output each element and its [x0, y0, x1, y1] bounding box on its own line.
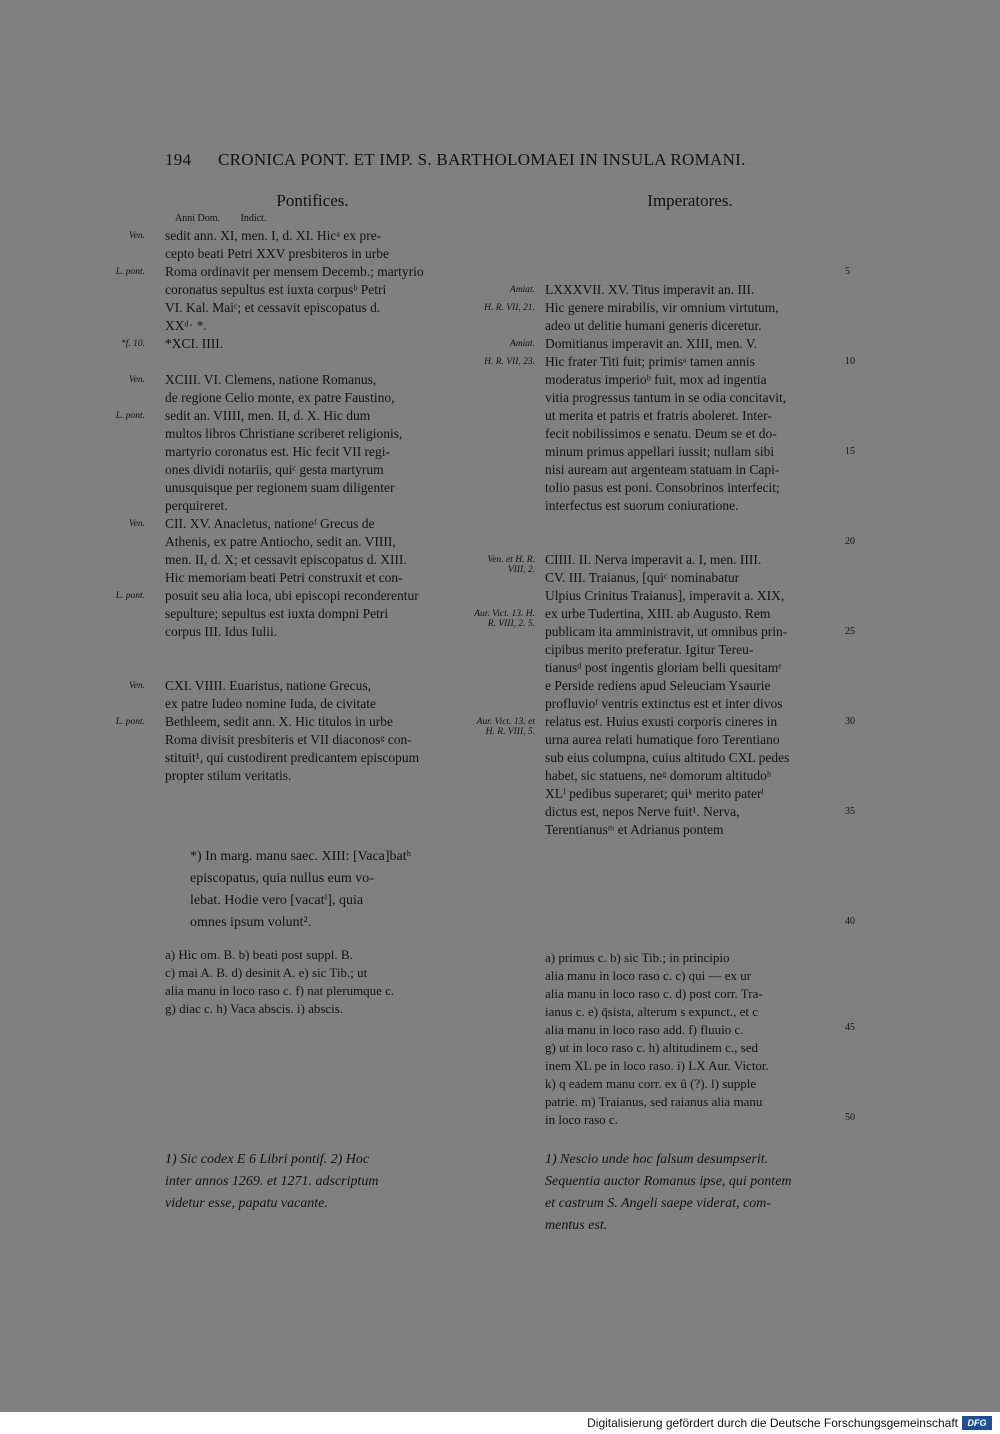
text-line: Bethleem, sedit ann. X. Hic titulos in urbe — [165, 714, 393, 729]
left-column-heading: Pontifices. — [276, 191, 349, 210]
text-line: unusquisque per regionem suam diligenter — [165, 480, 395, 495]
marginal-siglum: *f. 10. — [120, 339, 145, 349]
line-number: 30 — [845, 716, 855, 727]
apparatus-line: alia manu in loco raso add. f) fluuio c. — [545, 1022, 744, 1037]
text-line: sepulture; sepultus est iuxta dompni Petri — [165, 606, 389, 621]
left-apparatus — [165, 946, 458, 1018]
text-line: cipibus merito preferatur. Igitur Tereu- — [545, 642, 754, 657]
text-line: tianusᵈ post ingentis gloriam belli quesitamᵉ — [545, 660, 782, 675]
marginal-siglum: L. pont. — [115, 411, 145, 421]
apparatus-line: g) diac c. h) Vaca abscis. i) abscis. — [165, 1001, 344, 1016]
text-line: ex patre Iudeo nomine Iuda, de civitate — [165, 696, 377, 711]
text-line: sedit an. VIIII, men. II, d. X. Hic dum — [165, 408, 371, 423]
text-line: de regione Celio monte, ex patre Faustino, — [165, 390, 395, 405]
text-line: coronatus sepultus est iuxta corpusᵇ Petri — [165, 282, 387, 297]
apparatus-line: c) mai A. B. d) desinit A. e) sic Tib.; ut — [165, 965, 368, 980]
footnote-line: et castrum S. Angeli saepe viderat, com- — [545, 1196, 772, 1211]
apparatus-line: patrie. m) Traianus, sed raianus alia manu — [545, 1094, 763, 1109]
text-line: stituit¹, qui custodirent predicantem episcopum — [165, 750, 420, 765]
text-line: fecit nobilissimos e senatu. Deum se et do- — [545, 426, 777, 441]
footnote-line: Sequentia auctor Romanus ipse, qui pontem — [545, 1174, 792, 1189]
text-line: e Perside rediens apud Seleuciam Ysaurie — [545, 678, 771, 693]
text-line: VI. Kal. Maiᶜ; et cessavit episcopatus d. — [165, 300, 381, 315]
marginal-siglum: Aur. Vict. 13. H. R. VIII, 2. 5. — [474, 609, 535, 629]
right-column-text — [545, 281, 838, 839]
marginal-siglum: Aur. Vict. 13. et H. R. VIII, 5. — [476, 717, 535, 737]
subhead-indict: Indict. — [240, 213, 267, 224]
footnote-line: 1) Nescio unde hoc falsum desumpserit. — [545, 1152, 769, 1167]
text-line: perquireret. — [165, 498, 228, 513]
running-header — [165, 150, 785, 170]
text-line: Domitianus imperavit an. XIII, men. V. — [545, 336, 758, 351]
text-line: profluvioᶠ ventris extinctus est et inter divos — [545, 696, 783, 711]
footnote-line: inter annos 1269. et 1271. adscriptum — [165, 1174, 379, 1189]
text-line: Ulpius Crinitus Traianus], imperavit a. XIX, — [545, 588, 785, 603]
star-marginal-note — [190, 846, 460, 934]
right-apparatus — [545, 949, 838, 1129]
apparatus-line: in loco raso c. — [545, 1112, 618, 1127]
left-column-text — [165, 227, 458, 785]
apparatus-line: a) Hic om. B. b) beati post suppl. B. — [165, 947, 353, 962]
marginal-siglum: H. R. VII, 21. — [484, 303, 535, 313]
marginal-siglum: L. pont. — [115, 267, 145, 277]
text-line: sedit ann. XI, men. I, d. XI. Hicᵃ ex pre- — [165, 228, 382, 243]
marginal-siglum: L. pont. — [115, 717, 145, 727]
subhead-anni: Anni Dom. — [175, 213, 220, 224]
text-line: moderatus imperioᵇ fuit, mox ad ingentia — [545, 372, 767, 387]
marginal-siglum: Amiat. — [509, 285, 535, 295]
text-line: Roma ordinavit per mensem Decemb.; martyrio — [165, 264, 424, 279]
text-line: *XCI. IIII. — [165, 336, 224, 351]
marginal-siglum: Amiat. — [509, 339, 535, 349]
apparatus-line: alia manu in loco raso c. c) qui — ex ur — [545, 968, 752, 983]
text-line: multos libros Christiane scriberet religionis, — [165, 426, 403, 441]
marginal-siglum: Ven. — [128, 681, 145, 691]
text-line: vitia progressus tantum in se odia concitavit, — [545, 390, 787, 405]
text-line: men. II, d. X; et cessavit episcopatus d. XIII. — [165, 552, 407, 567]
apparatus-line: inem XL pe in loco raso. i) LX Aur. Victor. — [545, 1058, 769, 1073]
left-footnotes — [165, 1149, 458, 1215]
marginal-siglum: H. R. VII, 23. — [484, 357, 535, 367]
text-line: cepto beati Petri XXV presbiteros in urbe — [165, 246, 389, 261]
text-line: habet, sic statuens, neᵍ domorum altitudoʰ — [545, 768, 772, 783]
text-line — [165, 659, 458, 677]
footnote-line: 1) Sic codex E 6 Libri pontif. 2) Hoc — [165, 1152, 370, 1167]
text-line: ones dividi notariis, quiᶜ gesta martyrum — [165, 462, 384, 477]
text-line: ut merita et patris et fratris aboleret. Inter- — [545, 408, 772, 423]
text-line: Athenis, ex patre Antiocho, sedit an. VIIII, — [165, 534, 396, 549]
marginal-siglum: L. pont. — [115, 591, 145, 601]
text-line — [165, 641, 458, 659]
text-line: XXᵈ· *. — [165, 318, 207, 333]
apparatus-line: a) primus c. b) sic Tib.; in principio — [545, 950, 730, 965]
marginal-siglum: Ven. — [128, 519, 145, 529]
dfg-logo: DFG — [962, 1416, 992, 1430]
text-line: posuit seu alia loca, ubi episcopi reconderentur — [165, 588, 419, 603]
footnote-line: mentus est. — [545, 1218, 608, 1233]
line-number: 50 — [845, 1112, 855, 1123]
text-line: corpus III. Idus Iulii. — [165, 624, 278, 639]
text-line: relatus est. Huius exusti corporis cineres in — [545, 714, 778, 729]
marginal-siglum: Ven. — [128, 375, 145, 385]
apparatus-line: ianus c. e) q̄sista, alterum s expunct., et c — [545, 1004, 758, 1019]
text-line: Hic genere mirabilis, vir omnium virtutum, — [545, 300, 779, 315]
text-line: nisi auream aut argenteam statuam in Capi- — [545, 462, 780, 477]
footer-text: Digitalisierung gefördert durch die Deutsche Forschungsgemeinschaft — [587, 1416, 958, 1430]
line-number: 5 — [845, 266, 850, 277]
text-line: adeo ut delitie humani generis diceretur. — [545, 318, 762, 333]
line-number: 20 — [845, 536, 855, 547]
text-line: CII. XV. Anacletus, nationeᶠ Grecus de — [165, 516, 375, 531]
footnote-line: videtur esse, papatu vacante. — [165, 1196, 328, 1211]
text-line: sub eius columpna, cuius altitudo CXL pedes — [545, 750, 790, 765]
text-line: martyrio coronatus est. Hic fecit VII regi- — [165, 444, 391, 459]
text-line: interfectus est suorum coniuratione. — [545, 498, 739, 513]
note-line: *) In marg. manu saec. XIII: [Vaca]batʰ — [190, 849, 412, 864]
text-line: XLⁱ pedibus superaret; quiᵏ merito paterˡ — [545, 786, 764, 801]
text-line: urna aurea relati humatique foro Terentiano — [545, 732, 780, 747]
footer-bar — [0, 1412, 1000, 1434]
text-line: minum primus appellari iussit; nullam sibi — [545, 444, 775, 459]
note-line: omnes ipsum volunt². — [190, 915, 312, 930]
line-number: 10 — [845, 356, 855, 367]
right-footnotes — [545, 1149, 838, 1237]
text-line: dictus est, nepos Nerve fuit¹. Nerva, — [545, 804, 740, 819]
text-line: CV. III. Traianus, [quiᶜ nominabatur — [545, 570, 740, 585]
line-number: 35 — [845, 806, 855, 817]
text-line — [545, 533, 838, 551]
text-line: ex urbe Tudertina, XIII. ab Augusto. Rem — [545, 606, 771, 621]
text-line: Hic frater Titi fuit; primisᵃ tamen annis — [545, 354, 755, 369]
line-number: 45 — [845, 1022, 855, 1033]
page-number: 194 — [165, 150, 192, 169]
line-number: 15 — [845, 446, 855, 457]
text-line: tolio pasus est poni. Consobrinos interfecit; — [545, 480, 780, 495]
note-line: lebat. Hodie vero [vacatⁱ], quia — [190, 893, 364, 908]
text-line: publicam ita amministravit, ut omnibus prin- — [545, 624, 788, 639]
text-line: XCIII. VI. Clemens, natione Romanus, — [165, 372, 377, 387]
right-column-heading: Imperatores. — [647, 191, 733, 210]
text-line: CXI. VIIII. Euaristus, natione Grecus, — [165, 678, 371, 693]
running-title: CRONICA PONT. ET IMP. S. BARTHOLOMAEI IN INSULA ROMANI. — [217, 150, 746, 169]
text-line: propter stilum veritatis. — [165, 768, 292, 783]
text-line: Terentianusᵐ et Adrianus pontem — [545, 822, 724, 837]
note-line: episcopatus, quia nullus eum vo- — [190, 871, 374, 886]
marginal-siglum: Ven. — [128, 231, 145, 241]
apparatus-line: alia manu in loco raso c. f) nat plerumque c. — [165, 983, 395, 998]
line-number: 25 — [845, 626, 855, 637]
line-number: 40 — [845, 916, 855, 927]
text-line — [165, 353, 458, 371]
text-line: CIIII. II. Nerva imperavit a. I, men. IIII. — [545, 552, 762, 567]
text-line: Hic memoriam beati Petri construxit et con- — [165, 570, 403, 585]
text-line: LXXXVII. XV. Titus imperavit an. III. — [545, 282, 755, 297]
left-subheads — [175, 213, 284, 224]
apparatus-line: g) ut in loco raso c. h) altitudinem c., sed — [545, 1040, 759, 1055]
marginal-siglum: Ven. et H. R. VIII, 2. — [487, 555, 535, 575]
apparatus-line: k) q eadem manu corr. ex û (?). l) supple — [545, 1076, 757, 1091]
apparatus-line: alia manu in loco raso c. d) post corr. Tra- — [545, 986, 763, 1001]
text-line — [545, 515, 838, 533]
text-line: Roma divisit presbiteris et VII diaconosᵍ con- — [165, 732, 412, 747]
